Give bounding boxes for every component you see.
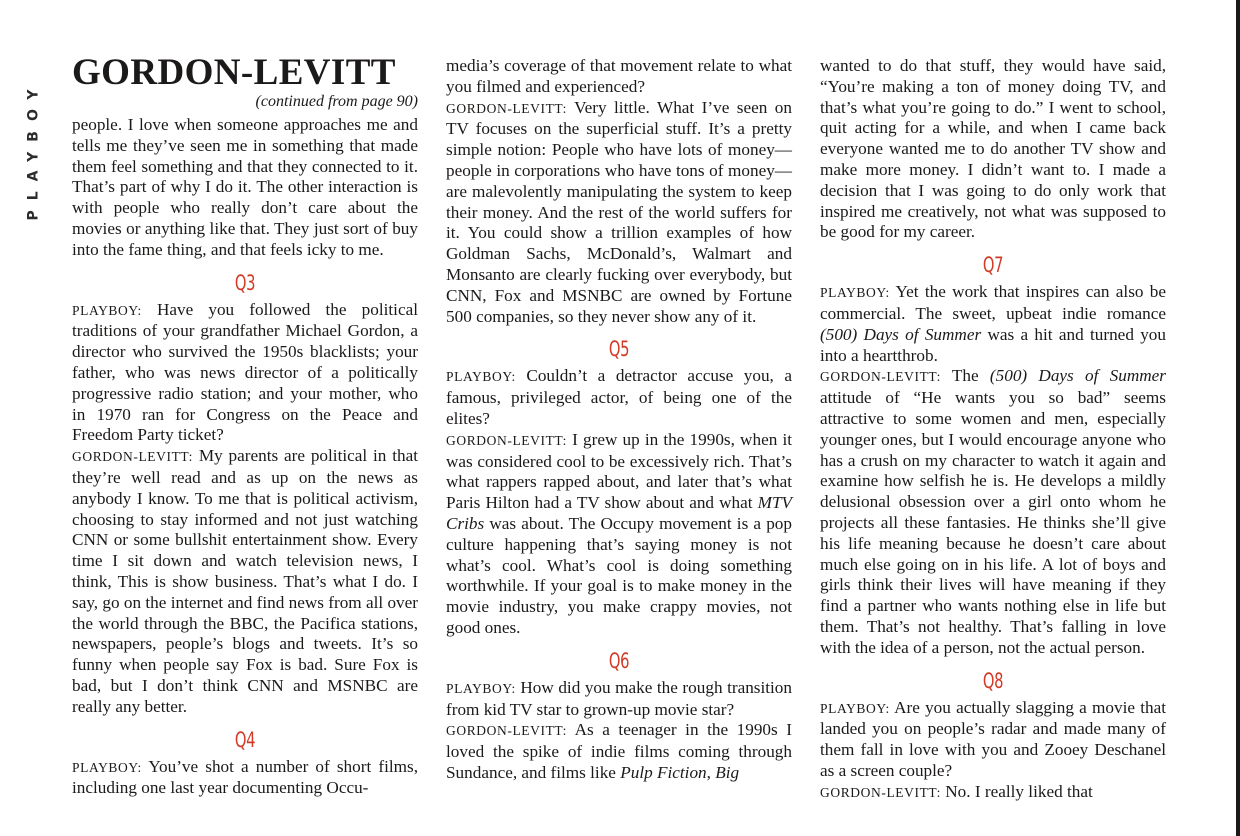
title-italic: Big [715, 762, 740, 782]
column-body [72, 115, 418, 799]
column-body [446, 56, 792, 784]
question-marker: Q4 [234, 727, 256, 752]
paragraph [820, 56, 1166, 243]
paragraph-text: No. I really liked that [940, 781, 1093, 801]
column-body [820, 56, 1166, 804]
speaker-label: GORDON-LEVITT: [446, 432, 567, 448]
paragraph [72, 115, 418, 261]
title-italic: Pulp Fiction [620, 762, 707, 782]
paragraph [446, 366, 792, 429]
title-italic: (500) Days of Summer [989, 366, 1166, 386]
running-head-text: PLAYBOY [26, 79, 42, 221]
speaker-label: PLAYBOY: [72, 302, 142, 318]
paragraph [446, 98, 792, 328]
paragraph [446, 56, 792, 98]
paragraph-text: media’s coverage of that movement relate to what you filmed and experienced? [446, 56, 792, 96]
paragraph-text: , [706, 762, 716, 782]
paragraph-text: Very little. What I’ve seen on TV focuses on the superficial stuff. It’s a pretty simple notion: People who have lots of money—people in corporations who have tons of money—are malevolently manipulating the system to keep their money. And the rest of the world suffers for it. You could show a trillion examples of how Goldman Sachs, McDonald’s, Walmart and Monsanto are clearly fucking over everybody, but CNN, Fox and MSNBC are owned by Fortune 500 companies, so they never show any of it. [446, 97, 792, 326]
paragraph [446, 678, 792, 721]
question-marker: Q6 [608, 648, 630, 673]
paragraph [446, 720, 792, 783]
speaker-label: PLAYBOY: [820, 700, 890, 716]
paragraph [72, 300, 418, 447]
paragraph-text: Are you actually slagging a movie that landed you on people’s radar and made many of them fall in love with you and Zooey Deschanel as a screen couple? [820, 697, 1166, 780]
column-1 [72, 54, 418, 799]
paragraph-text: The [940, 366, 990, 386]
paragraph-text: attitude of “He wants you so bad” seems attractive to some women and men, especially younger ones, but I would encourage anyone who has a crush on my character to watch it again and examine how selfish he is. He develops a mildly delusional obsession over a girl onto whom he projects all these fantasies. He thinks she’ll give his life meaning because he doesn’t care about much else going on in his life. A lot of boys and girls think their lives will have meaning if they find a partner who wants nothing else in life but them. That’s not healthy. That’s falling in love with the idea of a person, not the actual person. [820, 388, 1166, 657]
speaker-label: GORDON-LEVITT: [446, 723, 567, 739]
paragraph-text: My parents are political in that they’re well read and as up on the news as anybody I know. To me that is political activism, choosing to stay informed and not just watching CNN or some bullshit entertainment show. Every time I sit down and watch television news, I think, This is show business. That’s what I do. I say, go on the internet and find news from all over the world through the BBC, the Pacifica stations, newspapers, people’s blogs and tweets. It’s so funny when people say Fox is bad. Sure Fox is bad, but I don’t think CNN and MSNBC are really any better. [72, 446, 418, 716]
paragraph-text: was a hit and turned you into a heartthrob. [820, 324, 1166, 365]
paragraph-text: As a teenager in the 1990s I loved the spike of indie films coming through Sundance, and films like [446, 720, 792, 782]
speaker-label: PLAYBOY: [820, 285, 890, 301]
paragraph-text: Couldn’t a detractor accuse you, a famous, privileged actor, of being one of the elites? [446, 366, 792, 428]
running-head [22, 50, 46, 250]
speaker-label: GORDON-LEVITT: [72, 449, 193, 465]
paragraph [820, 282, 1166, 366]
paragraph-text: Have you followed the political traditions of your grandfather Michael Gordon, a director who survived the 1950s blacklists; your father, who was news director of a politically progressive radio station; and your mother, who in 1970 ran for Congress on the Peace and Freedom Party ticket? [72, 299, 418, 445]
paragraph [72, 757, 418, 800]
speaker-label: PLAYBOY: [72, 759, 142, 775]
paragraph [72, 446, 418, 717]
page-edge [1236, 0, 1240, 836]
speaker-label: PLAYBOY: [446, 369, 516, 385]
paragraph [820, 366, 1166, 658]
paragraph-text: How did you make the rough transition from kid TV star to grown-up movie star? [446, 677, 792, 719]
paragraph-text: You’ve shot a number of short films, including one last year documenting Occu- [72, 756, 418, 798]
paragraph-text: was about. The Occupy movement is a pop culture happening that’s saying money is not what’s cool. What’s cool is doing something worthwhile. If your goal is to make money in the movie industry, you make crappy movies, not good ones. [446, 513, 792, 637]
paragraph-text: wanted to do that stuff, they would have said, “You’re making a ton of money doing TV, and that’s what you’re going to do.” I went to school, quit acting for a while, and when I came back everyone wanted me to do another TV show and make more money. I didn’t want to. I made a decision that I was going to do only work that inspired me creatively, not what was supposed to be good for my career. [820, 56, 1166, 242]
question-marker: Q7 [982, 253, 1004, 278]
title-italic: (500) Days of Summer [820, 324, 982, 344]
speaker-label: GORDON-LEVITT: [820, 369, 941, 385]
speaker-label: GORDON-LEVITT: [820, 784, 941, 800]
headline: GORDON-LEVITT [72, 52, 396, 93]
column-2 [446, 56, 792, 784]
paragraph-text: people. I love when someone approaches me and tells me they’ve seen me in something that made them feel something and that they connected to it. That’s part of why I do it. The other interaction is with people who really don’t care about the movies or anything like that. They just sort of buy into the fame thing, and that feels icky to me. [72, 115, 418, 259]
paragraph [446, 430, 792, 639]
paragraph-text: Yet the work that inspires can also be commercial. The sweet, upbeat indie romance [820, 282, 1166, 323]
speaker-label: GORDON-LEVITT: [446, 100, 567, 116]
paragraph-text: I grew up in the 1990s, when it was considered cool to be excessively rich. That’s what rappers rapped about, and later that’s what Paris Hilton had a TV show about and what [446, 429, 792, 513]
question-marker: Q3 [234, 270, 256, 295]
question-marker: Q8 [982, 668, 1004, 693]
question-marker: Q5 [608, 337, 630, 362]
speaker-label: PLAYBOY: [446, 680, 516, 696]
paragraph [820, 782, 1166, 804]
title-italic: MTV Cribs [446, 493, 792, 533]
column-3 [820, 56, 1166, 804]
paragraph [820, 698, 1166, 782]
continued-note: (continued from page 90) [255, 93, 418, 110]
